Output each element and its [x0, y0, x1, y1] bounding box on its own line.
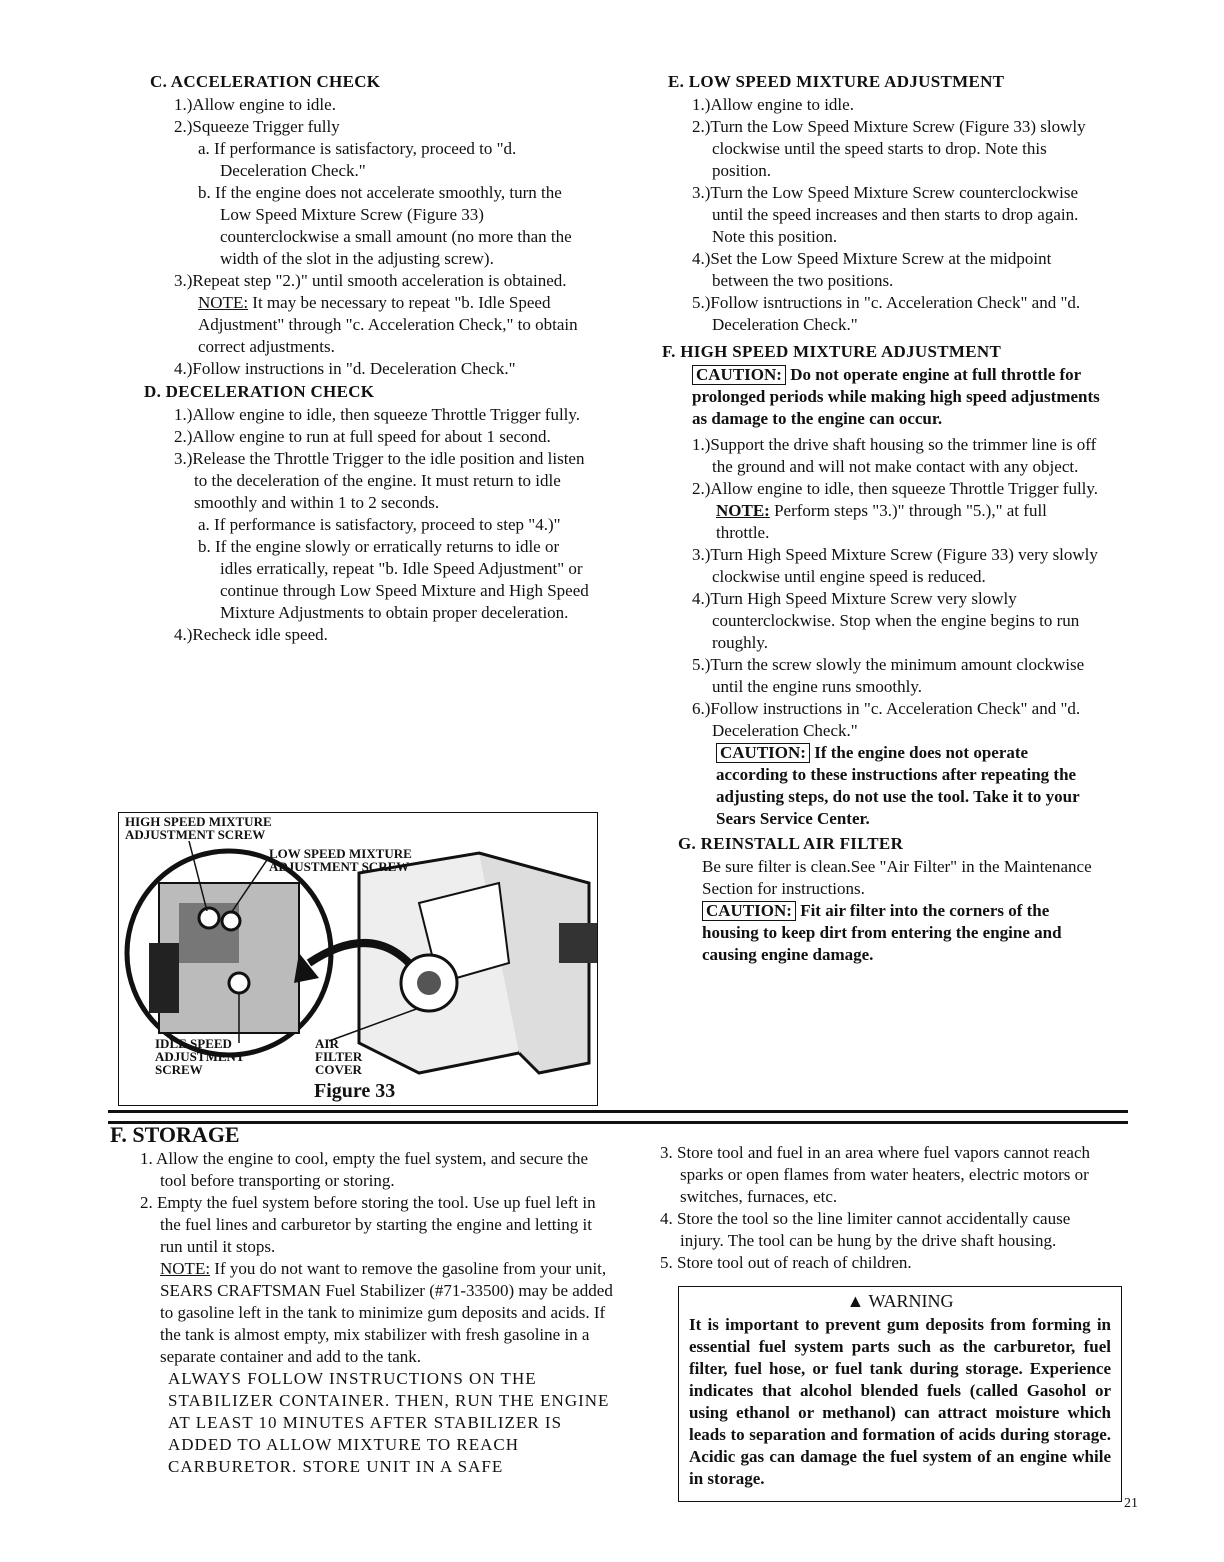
- reinstall-air-filter-heading: G. REINSTALL AIR FILTER: [678, 834, 904, 853]
- storage-item: 1. Allow the engine to cool, empty the fuel system, and secure the tool before transporting or storing.: [140, 1149, 589, 1190]
- warning-header: [689, 1291, 1111, 1312]
- storage-left-column: [132, 1148, 614, 1478]
- caution-text: Fit air filter into the corners of the housing to keep dirt from entering the engine and causing engine damage.: [702, 901, 1062, 964]
- note-text: It may be necessary to repeat "b. Idle Speed Adjustment" through "c. Acceleration Check," to obtain correct adjustments.: [198, 293, 578, 356]
- storage-right-column: [652, 1142, 1112, 1274]
- decel-substep: a. If performance is satisfactory, proceed to step "4.)": [198, 515, 561, 534]
- high-speed-screw-label: HIGH SPEED MIXTURE ADJUSTMENT SCREW: [125, 814, 272, 842]
- idle-speed-screw-label: IDLE SPEED ADJUSTMENT SCREW: [155, 1036, 245, 1077]
- caution-text: Do not operate engine at full throttle for prolonged periods while making high speed adjustments as damage to the engine can occur.: [692, 365, 1100, 428]
- accel-note: [150, 292, 590, 358]
- storage-caps-instructions: ALWAYS FOLLOW INSTRUCTIONS ON THE STABILIZER CONTAINER. THEN, RUN THE ENGINE AT LEAST 10 MINUTES AFTER STABILIZER IS ADDED TO ALLOW MIXTURE TO REACH CARBURETOR. STORE UNIT IN A SAFE: [168, 1369, 610, 1476]
- decel-step: 2.)Allow engine to run at full speed for about 1 second.: [174, 427, 551, 446]
- caution-badge: CAUTION:: [702, 901, 796, 921]
- high-step: 3.)Turn High Speed Mixture Screw (Figure 33) very slowly clockwise until engine speed is reduced.: [692, 545, 1098, 586]
- caution-text: If the engine does not operate according to these instructions after repeating the adjusting steps, do not use the tool. Take it to your Sears Service Center.: [716, 743, 1080, 828]
- figure-33-illustration: [118, 812, 598, 1106]
- storage-note: [132, 1258, 614, 1368]
- air-filter-caution: [668, 900, 1100, 966]
- storage-heading: F. STORAGE: [110, 1122, 240, 1147]
- accel-step: 4.)Follow instructions in "d. Deceleration Check.": [174, 359, 516, 378]
- high-note: [668, 500, 1100, 544]
- decel-substep: b. If the engine slowly or erratically returns to idle or idles erratically, repeat "b. Idle Speed Adjustment" or continue through Low Speed Mixture and High Speed Mixture Adjustments to obtain proper deceleration.: [198, 537, 589, 622]
- decel-step: 3.)Release the Throttle Trigger to the idle position and listen to the deceleration of the engine. It must return to idle smoothly and within 1 to 2 seconds.: [174, 449, 585, 512]
- note-text: Perform steps "3.)" through "5.)," at full throttle.: [716, 501, 1047, 542]
- low-step: 5.)Follow isntructions in "c. Acceleration Check" and "d. Deceleration Check.": [692, 293, 1081, 334]
- high-speed-mixture-heading: F. HIGH SPEED MIXTURE ADJUSTMENT: [662, 342, 1002, 361]
- section-divider: [108, 1110, 1128, 1124]
- caution-badge: CAUTION:: [692, 365, 786, 385]
- accel-substep: b. If the engine does not accelerate smoothly, turn the Low Speed Mixture Screw (Figure 33) counterclockwise a small amount (no more than the width of the slot in the adjusting screw).: [198, 183, 572, 268]
- note-label: NOTE:: [160, 1259, 211, 1278]
- caution-badge: CAUTION:: [716, 743, 810, 763]
- left-column: [144, 72, 590, 646]
- deceleration-check-heading: D. DECELERATION CHECK: [144, 382, 375, 401]
- warning-triangle-icon: ▲: [846, 1291, 865, 1311]
- low-step: 4.)Set the Low Speed Mixture Screw at the midpoint between the two positions.: [692, 249, 1052, 290]
- note-text: If you do not want to remove the gasoline from your unit, SEARS CRAFTSMAN Fuel Stabilizer (#71-33500) may be added to gasoline left in the tank to minimize gum deposits and acids. If the tank is almost empty, mix stabilizer with fresh gasoline in a separate container and add to the tank.: [160, 1259, 613, 1366]
- storage-item: 4. Store the tool so the line limiter cannot accidentally cause injury. The tool can be hung by the drive shaft housing.: [660, 1209, 1071, 1250]
- decel-step: 4.)Recheck idle speed.: [174, 625, 328, 644]
- low-speed-screw-label: LOW SPEED MIXTURE ADJUSTMENT SCREW: [269, 846, 412, 874]
- warning-label: WARNING: [868, 1291, 954, 1311]
- accel-step: 2.)Squeeze Trigger fully: [174, 117, 340, 136]
- storage-item: 2. Empty the fuel system before storing the tool. Use up fuel left in the fuel lines and carburetor by starting the engine and letting it run until it stops.: [140, 1193, 596, 1256]
- figure-caption: Figure 33: [314, 1080, 396, 1102]
- high-step: 5.)Turn the screw slowly the minimum amount clockwise until the engine runs smoothly.: [692, 655, 1085, 696]
- high-speed-caution-2: [668, 742, 1100, 830]
- high-step: 4.)Turn High Speed Mixture Screw very slowly counterclockwise. Stop when the engine begins to run roughly.: [692, 589, 1080, 652]
- high-speed-caution: [668, 364, 1100, 430]
- low-step: 3.)Turn the Low Speed Mixture Screw counterclockwise until the speed increases and then starts to drop again. Note this position.: [692, 183, 1079, 246]
- warning-box: [678, 1286, 1122, 1502]
- air-filter-cover-label: AIR FILTER COVER: [315, 1036, 363, 1077]
- high-step: 2.)Allow engine to idle, then squeeze Throttle Trigger fully.: [692, 479, 1099, 498]
- note-label: NOTE:: [198, 293, 249, 312]
- page-number: 21: [1124, 1496, 1138, 1511]
- storage-item: 3. Store tool and fuel in an area where fuel vapors cannot reach sparks or open flames from water heaters, electric motors or switches, furnaces, etc.: [660, 1143, 1091, 1206]
- acceleration-check-heading: C. ACCELERATION CHECK: [150, 72, 381, 91]
- high-step: 6.)Follow instructions in "c. Acceleration Check" and "d. Deceleration Check.": [692, 699, 1081, 740]
- low-speed-mixture-heading: E. LOW SPEED MIXTURE ADJUSTMENT: [668, 72, 1005, 91]
- high-step: 1.)Support the drive shaft housing so the trimmer line is off the ground and will not make contact with any object.: [692, 435, 1097, 476]
- air-filter-text: Be sure filter is clean.See "Air Filter" in the Maintenance Section for instructions.: [702, 857, 1092, 898]
- low-step: 1.)Allow engine to idle.: [692, 95, 854, 114]
- accel-step: 3.)Repeat step "2.)" until smooth acceleration is obtained.: [174, 271, 567, 290]
- low-step: 2.)Turn the Low Speed Mixture Screw (Figure 33) slowly clockwise until the speed starts to drop. Note this position.: [692, 117, 1086, 180]
- warning-text: It is important to prevent gum deposits from forming in essential fuel system parts such as the carburetor, fuel filter, fuel hose, or fuel tank during storage. Experience indicates that alcohol blended fuels (called Gasohol or using ethanol or methanol) can attract moisture which leads to separation and formation of acids during storage. Acidic gas can damage the fuel system of an engine while in storage.: [689, 1315, 1111, 1488]
- storage-item: 5. Store tool out of reach of children.: [660, 1253, 912, 1272]
- right-column: [662, 72, 1100, 970]
- note-label: NOTE:: [716, 501, 770, 520]
- accel-substep: a. If performance is satisfactory, proceed to "d. Deceleration Check.": [198, 139, 517, 180]
- decel-step: 1.)Allow engine to idle, then squeeze Throttle Trigger fully.: [174, 405, 581, 424]
- accel-step: 1.)Allow engine to idle.: [174, 95, 336, 114]
